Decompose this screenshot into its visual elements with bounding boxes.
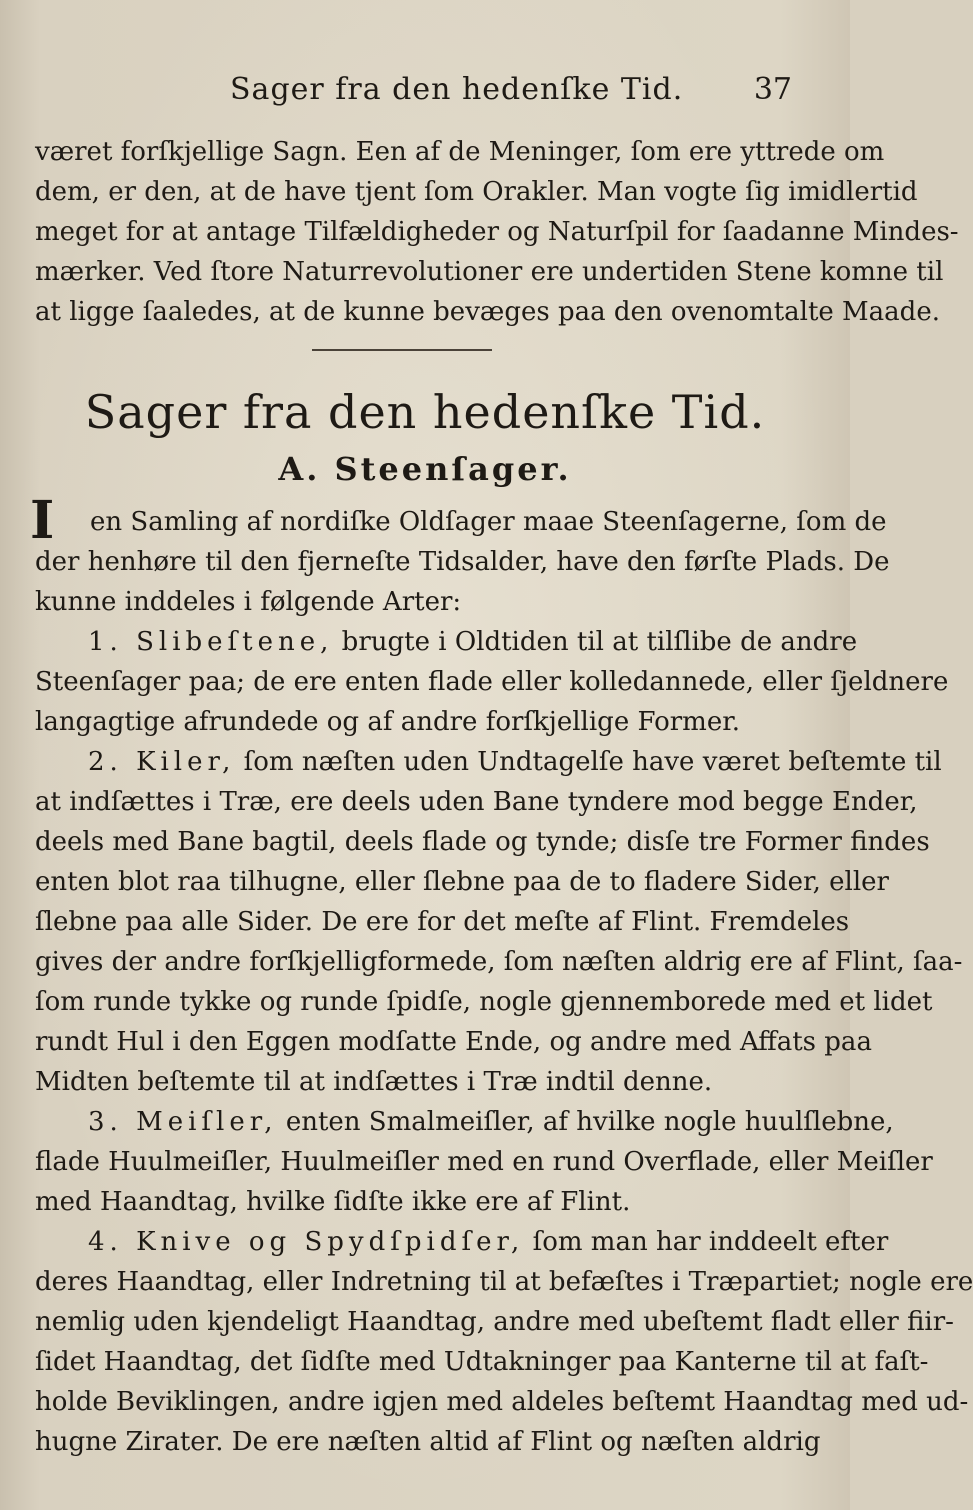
text-line: rundt Hul i den Eggen modſatte Ende, og andre med Affats paa <box>35 1027 872 1057</box>
section-divider <box>312 349 492 351</box>
list-item-heading-line <box>88 742 942 782</box>
text-line: hugne Zirater. De ere næſten altid af Flint og næſten aldrig <box>35 1427 821 1457</box>
section-title: Sager fra den hedenſke Tid. <box>84 385 766 439</box>
text-line: at ligge ſaaledes, at de kunne bevæges paa den ovenomtalte Maade. <box>35 297 940 327</box>
text-line: en Samling af nordiſke Oldſager maae Steenſagerne, ſom de <box>90 507 887 537</box>
list-item-heading-line <box>88 1222 889 1262</box>
text-line: flade Huulmeiſler, Huulmeiſler med en rund Overflade, eller Meiſler <box>35 1147 933 1177</box>
text-line: med Haandtag, hvilke ſidſte ikke ere af Flint. <box>35 1187 631 1217</box>
item-text: enten Smalmeiſler, af hvilke nogle huulſlebne, <box>285 1107 894 1137</box>
item-term: 3. Meiſler, <box>88 1107 278 1137</box>
text-line: kunne inddeles i følgende Arter: <box>35 587 462 617</box>
item-text: ſom næſten uden Undtagelſe have været beſtemte til <box>243 747 942 777</box>
text-line: deels med Bane bagtil, deels flade og tynde; disſe tre Former findes <box>35 827 930 857</box>
text-line: Steenſager paa; de ere enten flade eller kolledannede, eller ſjeldnere <box>35 667 949 697</box>
item-term: 4. Knive og Spydſpidſer, <box>88 1227 525 1257</box>
text-line: Midten beſtemte til at indſættes i Træ indtil denne. <box>35 1067 713 1097</box>
text-line: der henhøre til den fjerneſte Tidsalder, have den førſte Plads. De <box>35 547 890 577</box>
text-line: ſom runde tykke og runde ſpidſe, nogle gjennemborede med et lidet <box>35 987 933 1017</box>
text-line: dem, er den, at de have tjent ſom Orakler. Man vogte ſig imidlertid <box>35 177 918 207</box>
list-item-heading-line <box>88 1102 894 1142</box>
text-line: været forſkjellige Sagn. Een af de Meninger, ſom ere yttrede om <box>35 137 885 167</box>
item-text: ſom man har inddeelt efter <box>532 1227 889 1257</box>
text-line: meget for at antage Tilfældigheder og Naturſpil for ſaadanne Mindes- <box>35 217 959 247</box>
text-line: ſidet Haandtag, det ſidſte med Udtakninger paa Kanterne til at faſt- <box>35 1347 929 1377</box>
text-line: nemlig uden kjendeligt Haandtag, andre med ubeſtemt fladt eller fiir- <box>35 1307 954 1337</box>
text-line: langagtige afrundede og af andre forſkjellige Former. <box>35 707 741 737</box>
text-line: enten blot raa tilhugne, eller ſlebne paa de to fladere Sider, eller <box>35 867 889 897</box>
item-text: brugte i Oldtiden til at tilſlibe de andre <box>341 627 858 657</box>
subsection-title: A. Steenſager. <box>278 450 572 488</box>
text-line: ſlebne paa alle Sider. De ere for det meſte af Flint. Fremdeles <box>35 907 850 937</box>
running-title: Sager fra den hedenſke Tid. <box>230 72 684 107</box>
running-head <box>0 72 850 112</box>
drop-cap: I <box>30 490 55 551</box>
list-item-heading-line <box>88 622 858 662</box>
page-number: 37 <box>753 72 792 107</box>
text-line: at indſættes i Træ, ere deels uden Bane tyndere mod begge Ender, <box>35 787 918 817</box>
item-term: 1. Slibeſtene, <box>88 627 334 657</box>
item-term: 2. Kiler, <box>88 747 236 777</box>
text-line: holde Beviklingen, andre igjen med aldeles beſtemt Haandtag med ud- <box>35 1387 969 1417</box>
text-line: mærker. Ved ſtore Naturrevolutioner ere undertiden Stene komne til <box>35 257 944 287</box>
text-line: deres Haandtag, eller Indretning til at befæſtes i Træpartiet; nogle ere <box>35 1267 973 1297</box>
text-line: gives der andre forſkjelligformede, ſom næſten aldrig ere af Flint, ſaa- <box>35 947 963 977</box>
